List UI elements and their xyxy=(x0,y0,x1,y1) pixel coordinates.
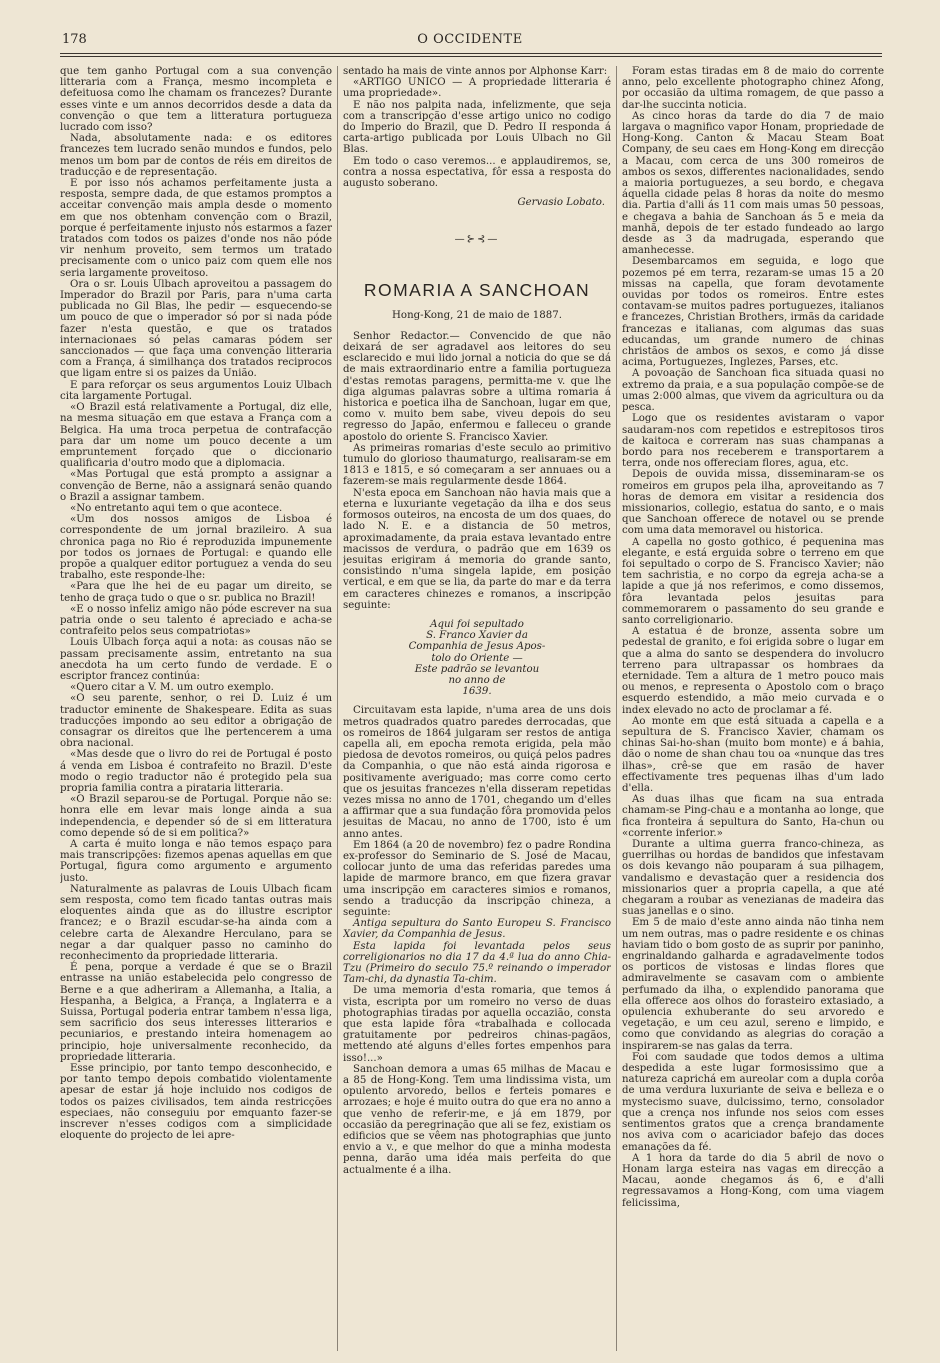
paragraph: Senhor Redactor.— Convencido de que não deixará de ser agradavel aos leitores do seu esclarecido e mui lido jornal a noticia do que se dá de mais extraordinario entre a familia portugueza d'estas remotas paragens, permitta-me v. que lhe diga algumas palavras sobre a ultima romaria á historica e poetica ilha de Sanchoan, lugar em que, como v. muito bem sabe, viveu depois do seu regresso do Japão, enfermou e falleceu o grande apostolo do oriente S. Francisco Xavier. xyxy=(343,330,611,443)
paragraph: Naturalmente as palavras de Louis Ulbach ficam sem resposta, como tem ficado tantas outras mais eloquentes ainda que as do illustre escriptor francez; e o Brazil escudar-se-ha ainda com a celebre carta de Alexandre Herculano, para se negar a dar qualquer passo no caminho do reconhecimento da propriedade litteraria. xyxy=(60,883,332,963)
paragraph: Desembarcamos em seguida, e logo que pozemos pé em terra, rezaram-se umas 15 a 20 missas na capella, que foram devotamente ouvidas por todos os romeiros. Entre estes contavam-se muitos padres portuguezes, italianos e francezes, Christian Brothers, irmãs da caridade francezas e italianas, com algumas das suas educandas, um grande numero de chinas christãos de ambos os sexos, e como já disse acima, Portuguezes, Inglezes, Parses, etc. xyxy=(622,256,884,369)
paragraph: Ao monte em que está situada a capella e a sepultura de S. Francisco Xavier, chamam os chinas Sai-ho-shan (muito bom monte) e á bahia, dão o nome de shan chau tou oa «nunque das tres ilhas», crê-se que em rasão de haver effectivamente tres pequenas ilhas d'um lado d'ella. xyxy=(622,715,884,794)
paragraph: As primeiras romarias d'este seculo ao primitivo tumulo do glorioso thaumaturgo, realisaram-se em 1813 e 1815, e só começaram a ser annuaes ou a fazerem-se mais regularmente desde 1864. xyxy=(343,442,611,488)
inscription xyxy=(343,619,611,697)
paragraph: E por isso nós achamos perfeitamente justa a resposta, sempre dada, de que estamos promptos a acceitar convenção mais ampla desde o momento em que nos obtenham convenção com o Brazil, porque é perfeitamente injusto nós estarmos a fazer tratados com todos os paizes d'onde nos não póde vir nenhum proveito, sem termos um tratado precisamente com o unico paiz com quem elle nos seria largamente proveitoso. xyxy=(60,178,332,279)
paragraph: Esse principio, por tanto tempo desconhecido, e por tanto tempo depois combatido violentamente apesar de estar já hoje incluido nos codigos de todos os paizes civilisados, tem ainda restricções especiaes, não conseguiu por emquanto fazer-se inscrever n'esses codigos com a simplicidade eloquente do projecto de lei apre- xyxy=(60,1063,332,1142)
paragraph: «Para que lhe hei de eu pagar um direito, se tenho de graça tudo o que o sr. publica no Brazil! xyxy=(60,581,332,604)
column-divider-1 xyxy=(337,66,338,1351)
paragraph: Foram estas tiradas em 8 de maio do corrente anno, pelo excellente photographo chinez Afong, por occasião da ultima romagem, de que passo a dar-lhe succinta noticia. xyxy=(622,66,884,111)
paragraph: Louis Ulbach força aqui a nota: as cousas não se passam precisamente assim, entretanto na sua anecdota ha um certo fundo de verdade. E o escriptor francez continúa: xyxy=(60,637,332,682)
inscription-line: no anno de xyxy=(448,674,506,686)
paragraph: É pena, porque a verdade é que se o Brazil entrasse na união estabelecida pelo congresso de Berne e a que adheriram a Allemanha, a Italia, a Hespanha, a Belgica, a França, a Inglaterra e a Suissa, Portugal poderia entrar tambem n'essa liga, sem sacrificio dos seus interesses litterarios e pecuniarios, e prestando inteira homenagem ao principio, hoje universalmente reconhecido, da propriedade litteraria. xyxy=(60,962,332,1063)
article-title: ROMARIA A SANCHOAN xyxy=(363,279,591,300)
paragraph: «Quero citar a V. M. um outro exemplo. xyxy=(70,682,274,694)
section-ornament: —⊱⊰— xyxy=(454,234,500,246)
paragraph: «E o nosso infeliz amigo não póde escrever na sua patria onde o seu talento é apreciado e acha-se contrafeito pelos seus compatriotas» xyxy=(60,603,332,638)
paragraph: De uma memoria d'esta romaria, que temos á vista, escripta por um romeiro no verso de duas photographias tiradas por aquella occazião, consta que esta lapide fôra «trabalhada e collocada gratuitamente por pedreiros chinas-pagãos, mettendo até alguns d'elles fortes empenhos para isso!...» xyxy=(343,985,611,1064)
paragraph: que tem ganho Portugal com a sua convenção litteraria com a França, mesmo incompleta e defeituosa como lhe chamam os francezes? Durante esses vinte e um annos decorridos desde a data da convenção o que tem a litteratura portugueza lucrado com isso? xyxy=(60,66,332,134)
dateline: Hong-Kong, 21 de maio de 1887. xyxy=(392,309,562,321)
paragraph: Ora o sr. Louis Ulbach aproveitou a passagem do Imperador do Brazil por Paris, para n'uma carta publicada no Gil Blas, lhe pedir — esquecendo-se um pouco de que o imperador só por si nada póde fazer n'esta questão, e que os tratados internacionaes só pelas camaras pódem ser sanccionados — que faça uma convenção litteraria com a França, á similhança dos tratados reciprocos que ligam entre si os paizes da União. xyxy=(60,278,332,380)
paragraph: «Mas Portugal que está prompto a assignar a convenção de Berne, não a assignará senão quando o Brazil a assignar tambem. xyxy=(60,469,332,503)
paragraph: Durante a ultima guerra franco-chineza, as guerrilhas ou hordas de bandidos que infestavam os dois kevango não pouparam á sua pilhagem, vandalismo e devastação quer a residencia dos missionarios quer a propria capella, a que até chegaram a roubar as venezianas de madeira das suas janellas e o sino. xyxy=(622,839,884,918)
paragraph: «O Brazil separou-se de Portugal. Porque não se: honra elle em levar mais longe ainda a sua independencia, e depender só de si em litteratura como depende só de si em politica?» xyxy=(60,794,332,839)
paragraph: Depois de ouvida missa, disseminaram-se os romeiros em grupos pela ilha, aproveitando as 7 horas de demora em visitar a residencia dos missionarios, collegio, estatua do santo, e o mais que Sanchoan offerece de notavel ou se prende com uma data memoravel ou historica. xyxy=(622,469,884,537)
paragraph: Antiga sepultura do Santo Europeu S. Francisco Xavier, da Companhia de Jesus. xyxy=(343,918,611,941)
paragraph: «No entretanto aqui tem o que acontece. xyxy=(70,502,283,514)
header-rule xyxy=(60,53,882,57)
paragraph: Em 1864 (a 20 de novembro) fez o padre Rondina ex-professor do Seminario de S. José de Macau, collocar junto de uma das referidas paredes uma lapide de marmore branco, em que fizera gravar uma inscripção em caracteres simios e romanos, sendo a traducção da inscripção chineza, a seguinte: xyxy=(343,839,611,918)
column-3 xyxy=(622,66,884,1351)
paragraph: Sanchoan demora a umas 65 milhas de Macau e a 85 de Hong-Kong. Tem uma lindissima vista, um opulento arvoredo, bellos e ferteis pomares e arrozaes; e hoje é muito outra do que era no anno a que venho de referir-me, e já em 1879, por occasião da peregrinação que ali se fez, existiam os edificios que se vêem nas photographias que junto envio a v., e que melhor do que a minha modesta penna, darão uma idéa mais perfeita do que actualmente é a ilha. xyxy=(343,1063,611,1176)
paragraph: E não nos palpita nada, infelizmente, que seja com a transcripção d'esse artigo unico no codigo do Imperio do Brazil, que D. Pedro II responda á carta-artigo publicada por Louis Ulbach no Gil Blas. xyxy=(343,99,611,156)
paragraph: «O Brazil está relativamente a Portugal, diz elle, na mesma situação em que estava a França com a Belgica. Ha uma troca perpetua de contrafacção para dar um nome um pouco decente a um empruntement forçado que o diccionario qualificaria d'outro modo que a diplomacia. xyxy=(60,402,332,470)
paragraph: As cinco horas da tarde do dia 7 de maio largava o magnifico vapor Honam, propriedade de Hong-Kong. Canton & Macau Steam Boat Company, de seu caes em Hong-Kong em direcção a Macau, com cerca de uns 300 romeiros de ambos os sexos, differentes nacionalidades, sendo a maioria portuguezes, a seu bordo, e chegava áquella cidade pelas 8 horas da noite do mesmo dia. Partia d'alli ás 11 com mais umas 50 pessoas, e chegava a bahia de Sanchoan ás 5 e meia da manhã, depois de ter estado fundeado ao largo desde as 3 da madrugada, esperando que amanhecesse. xyxy=(622,110,884,257)
paragraph: sentado ha mais de vinte annos por Alphonse Karr: xyxy=(343,66,608,77)
inscription-line: Aqui foi sepultado xyxy=(430,618,524,630)
paragraph: As duas ilhas que ficam na sua entrada chamam-se Ping-chau e a montanha ao longe, que fica fronteira á sepultura do Santo, Ha-chun ou «corrente inferior.» xyxy=(622,794,884,839)
paragraph: Logo que os residentes avistaram o vapor saudaram-nos com repetidos e estrepitosos tiros de kaitoca e correram nas suas champanas a bordo para nos receberem e transportarem a terra, onde nos offereciam flores, agua, etc. xyxy=(622,413,884,470)
inscription-line: S. Franco Xavier da xyxy=(426,630,528,642)
paragraph: Esta lapida foi levantada pelos seus correligionarios no dia 17 da 4.ª lua do anno Chia-Tzu (Primeiro do seculo 75.º reinando o imperador Tam-chi, da dynastia Ta-chim. xyxy=(343,940,611,986)
paragraph: A 1 hora da tarde do dia 5 abril de novo o Honam larga esteira nas vagas em direcção a Macau, aonde chegamos ás 6, e d'alli regressavamos a Hong-Kong, com uma viagem felicissima, xyxy=(622,1152,884,1209)
paragraph: Circuitavam esta lapide, n'uma area de uns dois metros quadrados quatro paredes derrocadas, que os romeiros de 1864 julgaram ser restos de antiga capella ali, em epocha remota erigida, pela mão piedosa de devotos romeiros, ou quiçá pelos padres da Companhia, o que não está ainda rigorosa e positivamente averiguado; mas corre como certo que os jesuitas francezes n'ella disseram repetidas vezes missa no anno de 1701, chegando um d'elles a affirmar que a sua fundação fôra promovida pelos jesuitas de Macau, no anno de 1700, isto é um anno antes. xyxy=(343,705,611,840)
paragraph: N'esta epoca em Sanchoan não havia mais que a eterna e luxuriante vegetação da ilha e dos seus formosos outeiros, na encosta de um dos quaes, do lado N. E. e a distancia de 50 metros, aproximadamente, da praia estava levantado entre macissos de verdura, o padrão que em 1639 os jesuitas erigiram á memoria do grande santo, consistindo n'uma singela lapide, em posição vertical, e em que se lia, da parte do mar e da terra em caracteres chinezes e romanos, a inscripção seguinte: xyxy=(343,487,611,611)
inscription-line: tolo do Oriente — xyxy=(431,652,523,664)
inscription-line: Este padrão se levantou xyxy=(414,663,540,675)
paragraph: «Um dos nossos amigos de Lisboa é correspondente de um jornal brazileiro. A sua chronica paga no Rio é reproduzida impunemente por todos os jornaes de Portugal: e quando elle propõe a qualquer editor portuguez a venda do seu trabalho, este responde-lhe: xyxy=(60,514,332,582)
column-divider-2 xyxy=(616,66,617,1351)
inscription-line: 1639. xyxy=(462,686,492,698)
paragraph: Em 5 de maio d'este anno ainda não tinha nem um nem outras, mas o padre residente e os chinas haviam tido o bom gosto de as suprir por paninho, engrinaldando galharda e agradavelmente todos os porticos de vistosas e lindas flores que admiravelmente se casavam com o ambiente perfumado da ilha, o explendido panorama que ella offerece aos olhos do forasteiro extasiado, a opulencia exhuberante do seu arvoredo e vegetação, e um ceu azul, sereno e limpido, e como que convidando as alegrias do coração a inspirarem-se nas galas da terra. xyxy=(622,917,884,1052)
paragraph: «Mas desde que o livro do rei de Portugal é posto á venda em Lisboa é contrafeito no Brazil. D'este modo o regio traductor não é protegido pela sua propria familia contra a pirataria litteraria. xyxy=(60,749,332,794)
page-number: 178 xyxy=(62,32,87,47)
column-2 xyxy=(343,66,611,1351)
paragraph: «O seu parente, senhor, o rei D. Luiz é um traductor eminente de Shakespeare. Edita as suas traducções impondo ao seu editor a obrigação de consagrar os direitos que lhe pertencerem a uma obra nacional. xyxy=(60,693,332,750)
journal-title: O OCCIDENTE xyxy=(417,32,523,47)
paragraph: A estatua é de bronze, assenta sobre um pedestal de granito, e foi erigida sobre o lugar em que a alma do santo se despendera do involucro terreno para ultrapassar os hombraes da eternidade. Tem a altura de 1 metro pouco mais ou menos, e representa o Apostolo com o braço esquerdo estendido, a mão meio curvada e o index elevado no acto de proclamar a fé. xyxy=(622,626,884,716)
inscription-line: Companhia de Jesus Apos- xyxy=(408,641,546,653)
paragraph: Foi com saudade que todos demos a ultima despedida a este lugar formosissimo que a natureza caprichá em aureolar com a dupla corôa de uma verdura luxuriante de seiva e belleza e o mystecismo suave, dulcissimo, terno, consolador que a crença nos infunde nos seios com esses sentimentos gratos que a crença brandamente nos aviva com o acariciador bafejo das doces emanações da fé. xyxy=(622,1051,884,1153)
paragraph: E para reforçar os seus argumentos Louiz Ulbach cita largamente Portugal. xyxy=(60,379,332,402)
paragraph: A povoação de Sanchoan fica situada quasi no extremo da praia, e a sua população compõe-se de umas 2:000 almas, que vivem da agricultura ou da pesca. xyxy=(622,368,884,414)
paragraph: A carta é muito longa e não temos espaço para mais transcripções: fizemos apenas aquellas em que Portugal, figura como argumento e argumento justo. xyxy=(60,839,332,884)
column-1 xyxy=(60,66,332,1351)
author-signature: Gervasio Lobato. xyxy=(517,197,605,209)
paragraph: «ARTIGO UNICO — A propriedade litteraria é uma propriedade». xyxy=(343,77,611,100)
paragraph: Em todo o caso veremos... e applaudiremos, se, contra a nossa espectativa, fôr essa a resposta do augusto soberano. xyxy=(343,155,611,190)
paragraph: A capella no gosto gothico, é pequenina mas elegante, e está erguida sobre o terreno em que foi sepultado o corpo de S. Francisco Xavier; não tem sachristia, e no corpo da egreja acha-se a lapide a que já nos referimos, e como dissemos, fôra levantada pelos jesuitas para commemorarem o passamento do seu grande e santo correligionario. xyxy=(622,536,884,626)
paragraph: Nada, absolutamente nada: e os editores francezes tem lucrado senão mundos e fundos, pelo menos um bom par de contos de réis em direitos de traducção e de representação. xyxy=(60,133,332,178)
